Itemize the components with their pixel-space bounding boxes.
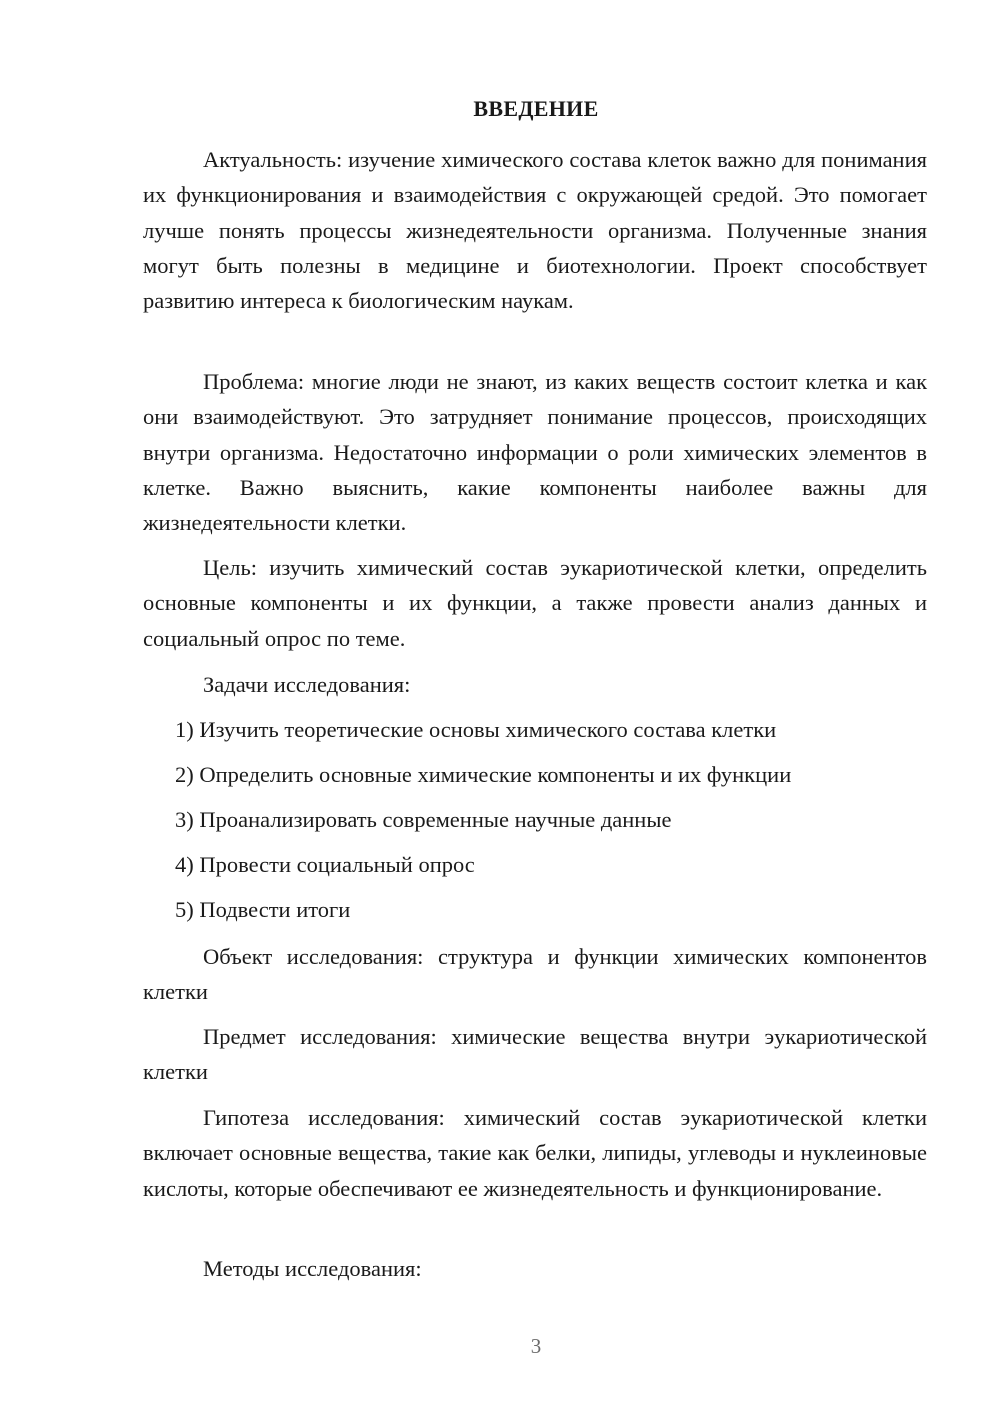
paragraph-relevance-text: Актуальность: изучение химического состава клеток важно для понимания их функционирования и взаимодействия с окружающей средой. Это помогает лучше понять процессы жизнедеятельности организма. Полученные знания могут быть полезны в медицине и биотехнологии. Проект способствует развитию интереса к биологическим наукам. bbox=[143, 147, 927, 314]
page-title: ВВЕДЕНИЕ bbox=[473, 96, 599, 121]
paragraph-object-text: Объект исследования: структура и функции химических компонентов клетки bbox=[143, 944, 927, 1005]
task-item-4: 4) Провести социальный опрос bbox=[175, 852, 475, 877]
paragraph-object bbox=[143, 939, 927, 1010]
task-item-1: 1) Изучить теоретические основы химического состава клетки bbox=[175, 717, 777, 742]
page-number: 3 bbox=[530, 1334, 542, 1358]
paragraph-subject bbox=[143, 1019, 927, 1090]
paragraph-hypothesis-text: Гипотеза исследования: химический состав эукариотической клетки включает основные вещества, такие как белки, липиды, углеводы и нуклеиновые кислоты, которые обеспечивают ее жизнедеятельность и функционирование. bbox=[143, 1105, 927, 1201]
task-item-3: 3) Проанализировать современные научные данные bbox=[175, 807, 672, 832]
tasks-heading: Задачи исследования: bbox=[203, 672, 411, 697]
paragraph-subject-text: Предмет исследования: химические вещества внутри эукариотической клетки bbox=[143, 1024, 927, 1085]
paragraph-relevance bbox=[143, 142, 927, 318]
paragraph-goal-text: Цель: изучить химический состав эукариотической клетки, определить основные компоненты и их функции, а также провести анализ данных и социальный опрос по теме. bbox=[143, 555, 927, 651]
task-item-2: 2) Определить основные химические компоненты и их функции bbox=[175, 762, 792, 787]
task-item-5: 5) Подвести итоги bbox=[175, 897, 351, 922]
paragraph-goal bbox=[143, 550, 927, 656]
paragraph-problem bbox=[143, 364, 927, 540]
paragraph-problem-text: Проблема: многие люди не знают, из каких веществ состоит клетка и как они взаимодействуют. Это затрудняет понимание процессов, происходящих внутри организма. Недостаточно информации о роли химических элементов в клетке. Важно выяснить, какие компоненты наиболее важны для жизнедеятельности клетки. bbox=[143, 369, 927, 536]
methods-heading: Методы исследования: bbox=[203, 1256, 422, 1281]
paragraph-hypothesis bbox=[143, 1100, 927, 1206]
